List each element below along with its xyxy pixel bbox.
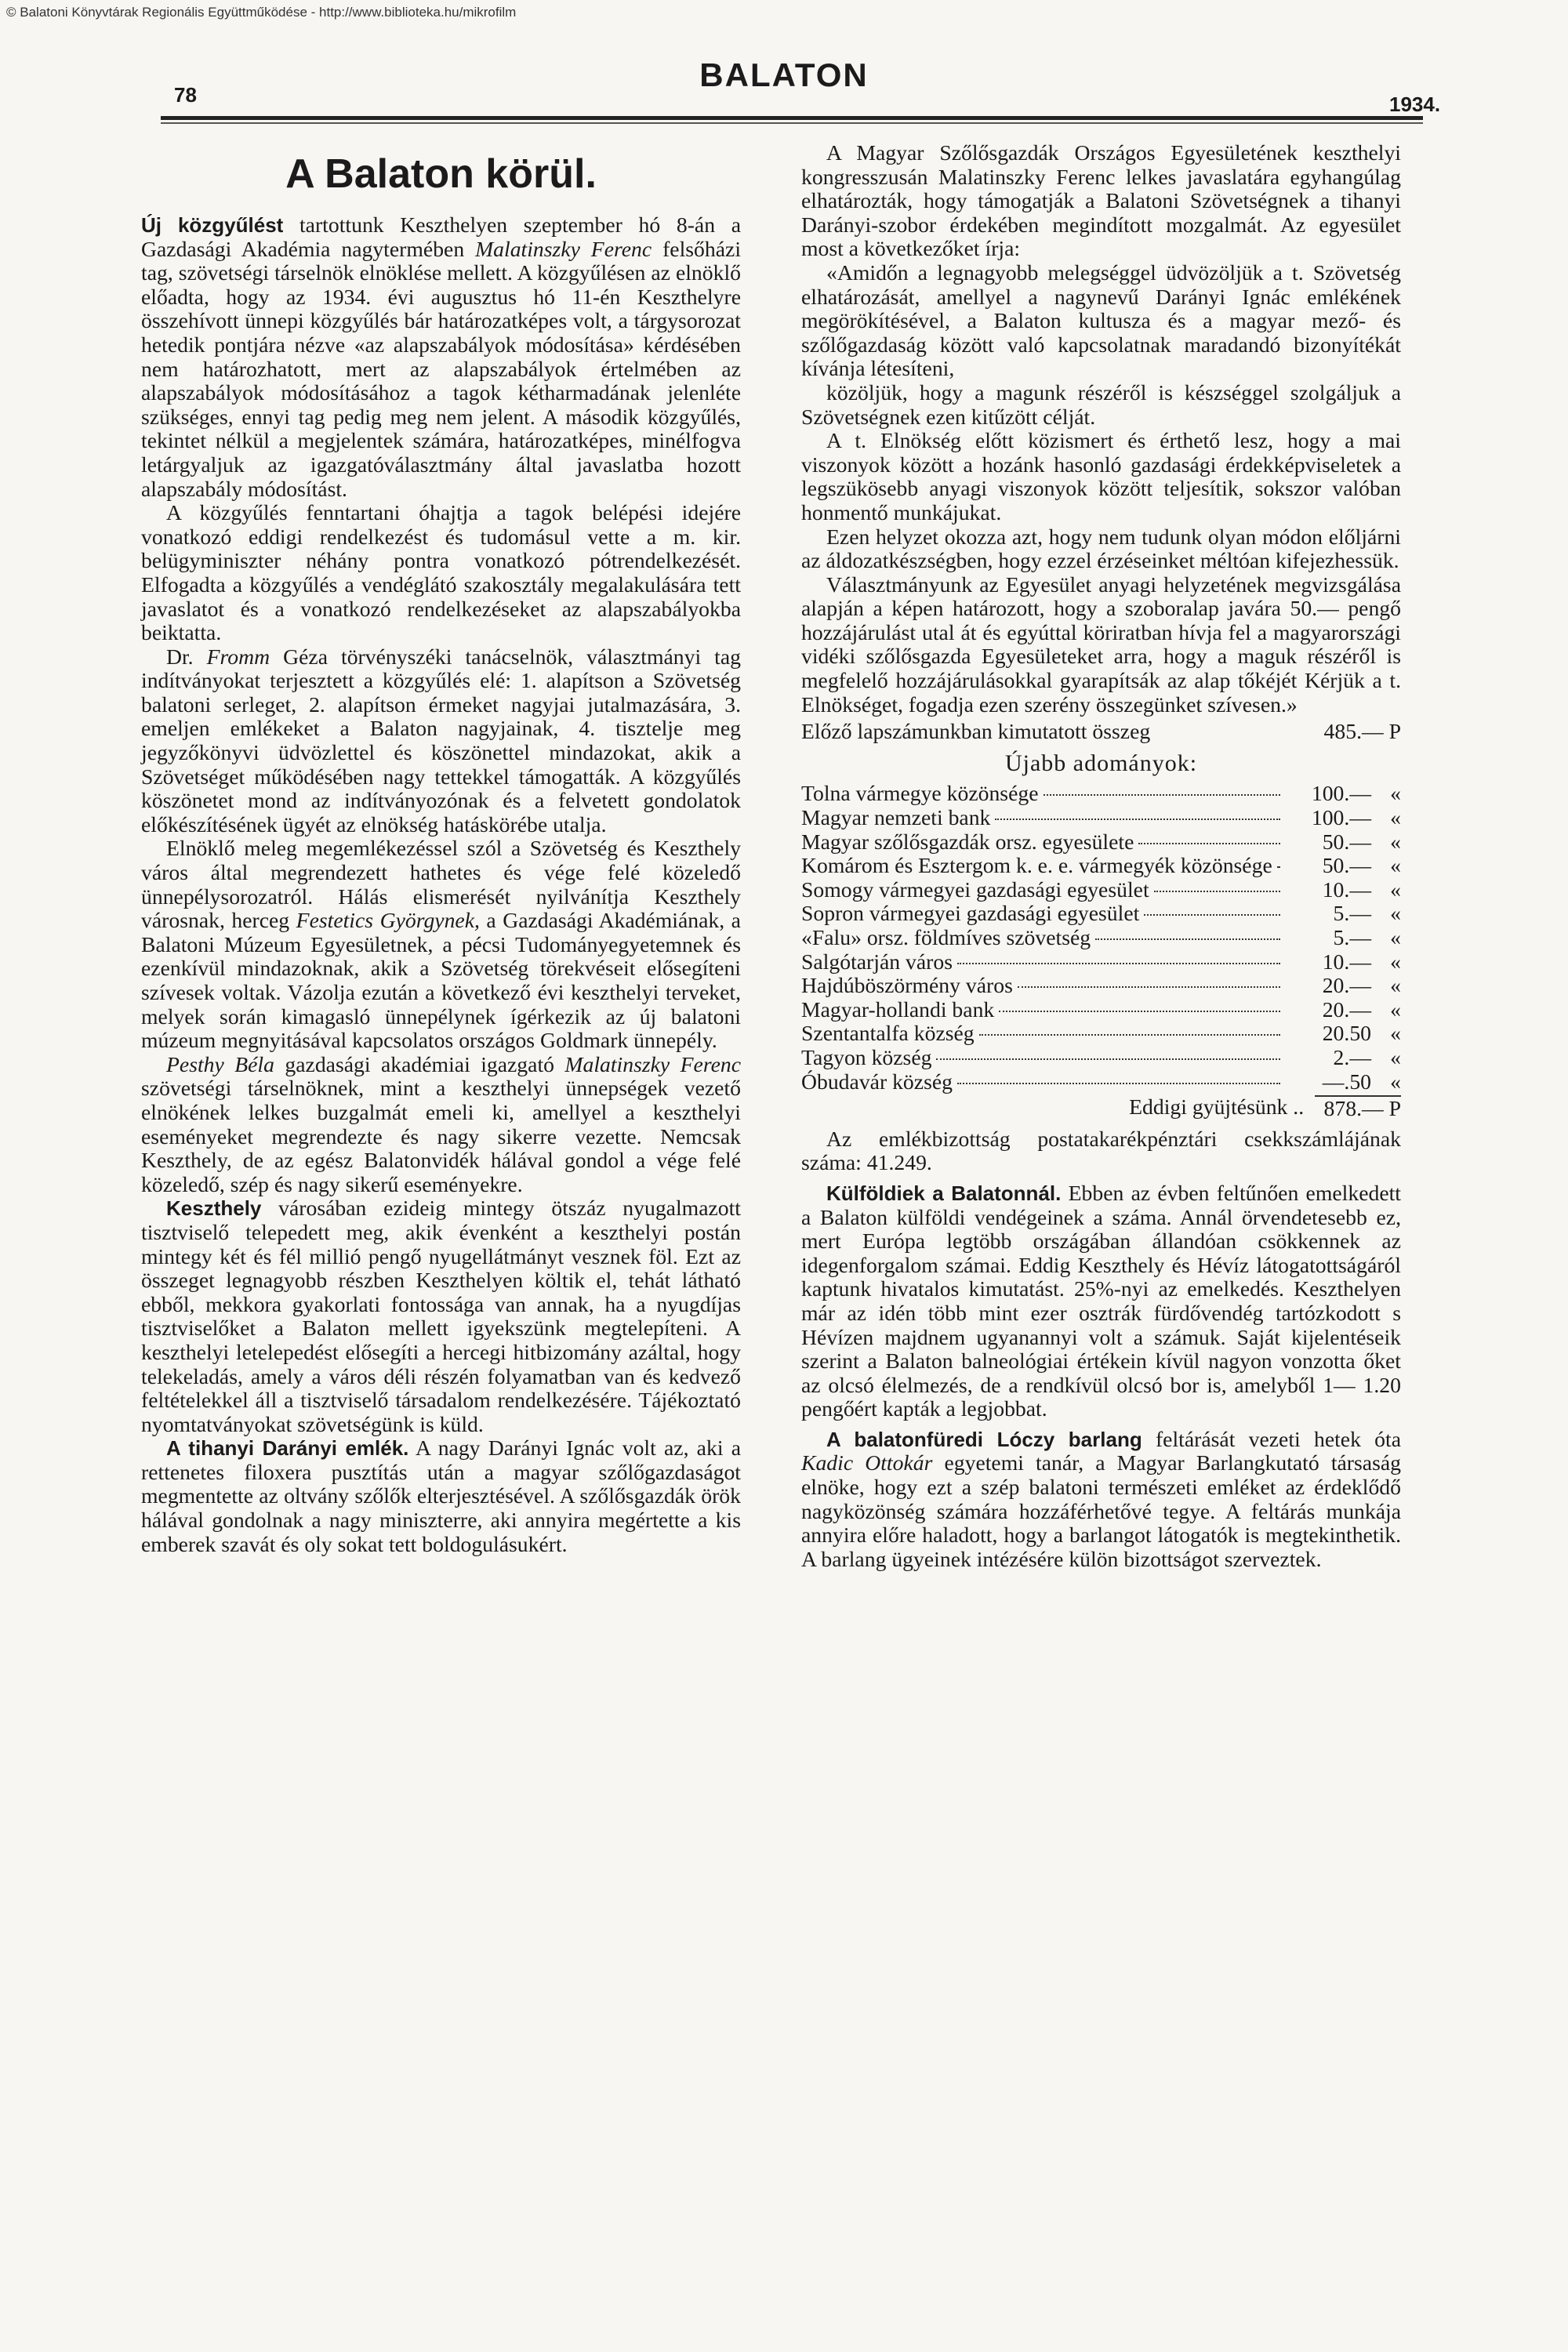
donation-amount: 2.— xyxy=(1333,1044,1371,1069)
dot-leader xyxy=(999,1011,1280,1012)
person-name: Malatinszky Ferenc xyxy=(475,236,652,261)
ditto-mark: « xyxy=(1390,877,1401,902)
ditto-mark: « xyxy=(1390,781,1401,806)
article-paragraph: Választmányunk az Egyesület anyagi helyzetének megvizsgálása alapján a képen határozott, hogy a szoboralap javára 50.— pengő hozzájárulást utal át és egyúttal köriratban hívja fel a magyarországi vidéki szőlősgazda Egyesületeket arra, hogy a maguk részéről is megfelelő hozzájárulásokkal gyarapítsák az alap tőkéjét Kérjük a t. Elnökséget, fogadja ezen szerény összegünket szívesen.» xyxy=(801,572,1401,717)
dot-leader xyxy=(1277,866,1280,868)
donor-name: Magyar nemzeti bank xyxy=(801,805,991,830)
donation-row xyxy=(801,854,1401,878)
article-paragraph: A balatonfüredi Lóczy barlang feltárását vezeti hetek óta Kadic Ottokár egyetemi tanár, a Magyar Barlangkutató társaság elnöke, hogy ezt a szép balatoni természeti emléket az érdeklődő nagyközönség számára hozzáférhetővé tegye. A feltárás munkája annyira előre haladott, hogy a barlangot látogatók is megtekinthetik. A barlang ügyeinek intézésére külön bizottságot szerveztek. xyxy=(801,1426,1401,1571)
ditto-mark: « xyxy=(1390,996,1401,1022)
article-paragraph: A közgyűlés fenntartani óhajtja a tagok belépési idejére vonatkozó eddigi rendelkezést és tudomásul vette a m. kir. belügyminiszter néhány pontra vonatkozó pótrendelkezését. Elfogadta a közgyűlés a vendéglátó szakosztály megalakulására tett javaslatot és a vonatkozó rendelkezéseket az alapszabályokba beiktatta. xyxy=(141,500,741,645)
donor-name: Óbudavár község xyxy=(801,1069,953,1094)
donor-name: «Falu» orsz. földmíves szövetség xyxy=(801,925,1091,949)
person-name: Kadic Ottokár xyxy=(801,1450,933,1475)
dot-leader xyxy=(957,1083,1280,1084)
dot-leader xyxy=(1044,794,1280,796)
article-paragraph: Elnöklő meleg megemlékezéssel szól a Szövetség és Keszthely város által megrendezett hathetes és vége felé közeledő ünnepélysorozatról. Hálás elismerését nyilvánítja Keszthely városnak, herceg Festetics Györgynek, a Gazdasági Akadémiának, a Balatoni Múzeum Egyesületnek, a pécsi Tudományegyetemnek és ezenkívül mindazoknak, akik a Szövetség törekvéseit elősegíteni szívesek voltak. Vázolja ezután a következő évi keszthelyi terveket, melyek során kimagasló ünnepélynek ígérkezik az új balatoni múzeum megnyitásával kapcsolatos országos Goldmark ünnepély. xyxy=(141,836,741,1053)
lead-in: Külföldiek a Balatonnál. xyxy=(826,1181,1062,1205)
donor-name: Szentantalfa község xyxy=(801,1021,975,1046)
donation-amount: 10.— xyxy=(1322,877,1371,902)
page-number: 78 xyxy=(174,83,197,107)
donation-total xyxy=(801,1095,1401,1121)
article-paragraph: «Amidőn a legnagyobb melegséggel üdvözöljük a t. Szövetség elhatározását, amellyel a nagynevű Darányi Ignác emlékének megörökítésével, a Balaton kultusza és a magyar mező- és szőlőgazdaság között való kapcsolatnak maradandó bizonyítékát kívánja létesíteni, xyxy=(801,260,1401,381)
ditto-mark: « xyxy=(1390,853,1401,878)
ditto-mark: « xyxy=(1390,901,1401,926)
article-paragraph: Külföldiek a Balatonnál. Ebben az évben feltűnően emelkedett a Balaton külföldi vendégeinek a száma. Annál örvendetesebb ez, mert Európa legtöbb országában állandóan csökkennek az idegenforgalom számai. Eddig Keszthely és Hévíz látogatottságáról kaptunk hivatalos kimutatást. 25%-nyi az emelkedés. Keszthelyen már az idén több mint ezer osztrák fürdővendég tartózkodott s Hévízen majdnem ugyanannyi volt a számuk. Saját kijelentéseik szerint a Balaton balneológiai értékein kívül nagyon vonzotta őket az olcsó élelmezés, de a rendkívül olcsó bor is, amelyből 1— 1.20 pengőért kapták a legjobbat. xyxy=(801,1180,1402,1421)
dot-leader xyxy=(1095,938,1280,940)
dot-leader xyxy=(957,963,1280,964)
donation-row xyxy=(801,974,1401,998)
article-paragraph: Keszthely városában ezideig mintegy ötszáz nyugalmazott tisztviselő telepedett meg, akik évenként a keszthelyi postán mintegy két és fél millió pengő nyugellátmányt vesznek föl. Ezt az összeget legnagyobb részben Keszthelyen költik el, tehát látható ebből, mekkora gyakorlati fontossága van annak, ha a nyugdíjas tisztviselőket a Balaton mellett igyekszünk megtelepíteni. A keszthelyi letelepedést elősegíti a hercegi hitbizomány azáltal, hogy telekeladás, amely a város déli részén folyamatban van és kedvező feltételekkel áll a tisztviselő társadalom rendelkezésére. Tájékoztató nyomtatványokat szövetségünk is küld. xyxy=(141,1196,741,1436)
donation-row xyxy=(801,950,1401,975)
article-paragraph: Pesthy Béla gazdasági akadémiai igazgató Malatinszky Ferenc szövetségi társelnöknek, mint a keszthelyi ünnepségek vezető elnökének lelkes buzgalmát emeli ki, amellyel a keszthelyi eseményeket megrendezte és nagy sikerre vezette. Nemcsak Keszthely, de az egész Balatonvidék hálával gondol a vége felé közeledő, szép és nagy sikerű eseményekre. xyxy=(141,1051,742,1196)
ditto-mark: « xyxy=(1390,949,1401,974)
donation-total-label: Eddigi gyüjtésünk .. xyxy=(1129,1094,1305,1120)
donation-row xyxy=(801,926,1401,950)
article-paragraph: A Magyar Szőlősgazdák Országos Egyesületének keszthelyi kongresszusán Malatinszky Ferenc lelkes javaslatára egyhangúlag elhatározták, hogy támogatják a Balatoni Szövetségnek a tihanyi Darányi-szobor érdekében megindított mozgalmát. Az egyesület most a következőket írja: xyxy=(801,140,1401,261)
donation-amount: 50.— xyxy=(1322,853,1371,878)
ditto-mark: « xyxy=(1390,1021,1401,1046)
dot-leader xyxy=(1144,914,1280,916)
lead-in: A tihanyi Darányi emlék. xyxy=(166,1436,409,1461)
donation-amount: 20.— xyxy=(1322,996,1371,1022)
dot-leader xyxy=(1154,891,1280,892)
donation-amount: 5.— xyxy=(1333,925,1371,949)
lead-in: Új közgyűlést xyxy=(141,213,284,237)
dot-leader xyxy=(936,1058,1280,1060)
donation-row xyxy=(801,1046,1401,1070)
donor-name: Magyar szőlősgazdák orsz. egyesülete xyxy=(801,829,1134,854)
donation-amount: 100.— xyxy=(1311,781,1371,806)
ditto-mark: « xyxy=(1390,829,1401,854)
article-paragraph: A t. Elnökség előtt közismert és érthető lesz, hogy a mai viszonyok között a hozánk hasonló gazdasági érdekképviseletek a legszükösebb anyagi viszonyok között teljesítik, sokszor valóban honmentő munkájukat. xyxy=(801,428,1401,524)
dot-leader xyxy=(1138,843,1280,844)
left-column xyxy=(141,141,741,1556)
article-paragraph: közöljük, hogy a magunk részéről is készséggel szolgáljuk a Szövetségnek ezen kitűzött célját. xyxy=(801,379,1401,429)
donation-amount: 10.— xyxy=(1322,949,1371,974)
donation-amount: 100.— xyxy=(1311,805,1371,830)
person-name: Festetics Györgynek, xyxy=(296,908,480,933)
donation-total-amount: 878.— P xyxy=(1315,1095,1401,1121)
dot-leader xyxy=(979,1034,1280,1036)
person-name: Fromm xyxy=(206,644,270,669)
header-rule xyxy=(161,116,1423,120)
donation-row xyxy=(801,902,1401,926)
person-name: Pesthy Béla xyxy=(166,1051,274,1076)
person-name: Malatinszky Ferenc xyxy=(564,1051,742,1076)
ditto-mark: « xyxy=(1390,1044,1401,1069)
donation-row xyxy=(801,1070,1401,1094)
donation-amount: 50.— xyxy=(1322,829,1371,854)
previous-total-amount: 485.— P xyxy=(1323,719,1401,744)
article-paragraph: Új közgyűlést tartottunk Keszthelyen szeptember hó 8-án a Gazdasági Akadémia nagytermében Malatinszky Ferenc felsőházi tag, szövetségi társelnök elnöklése mellett. A közgyűlésen az elnöklő előadta, hogy az 1934. évi augusztus hó 11-én Keszthelyre összehívott ünnepi közgyűlés bár határozatképes volt, a tárgysorozat hetedik pontjára nézve «az alapszabályok módosítása» kérdésében nem határozhatott, mert az alapszabályok értelmében az alapszabályok módosításához a tagok kétharmadának jelenléte szükséges, ennyi tag pedig meg nem jelent. A második közgyűlés, tekintet nélkül a megjelentek számára, határozatképes, minélfogva letárgyaljuk az igazgatóválasztmány által javaslatba hozott alapszabály módosítást. xyxy=(141,212,742,501)
donor-name: Tagyon község xyxy=(801,1044,932,1069)
donation-row xyxy=(801,998,1401,1022)
previous-total xyxy=(801,720,1401,744)
donation-row xyxy=(801,1022,1401,1046)
ditto-mark: « xyxy=(1390,925,1401,949)
article-paragraph: Dr. Fromm Géza törvényszéki tanácselnök, választmányi tag indítványokat terjesztett a közgyűlés elé: 1. alapítson a Szövetség balatoni serleget, 2. alapítson érmeket nagyjai jutalmazására, 3. emeljen emlékeket a Balaton nagyjainak, 4. tisztelje meg jegyzőkönyvi üdvözlettel és köszönettel mindazokat, akik a Szövetséget működésében nagy tettekkel támogatták. A közgyűlés köszönetet mond az indítványozónak és a felvetett gondolatok előkészítésének ügyét az elnökség hatáskörébe utalja. xyxy=(141,644,742,837)
issue-year: 1934. xyxy=(1389,93,1441,116)
donor-name: Sopron vármegyei gazdasági egyesület xyxy=(801,901,1140,926)
donation-row xyxy=(801,782,1401,806)
dot-leader xyxy=(995,818,1280,820)
article-paragraph: Ezen helyzet okozza azt, hogy nem tudunk olyan módon előljárni az áldozatkészségben, hogy ezzel érzéseinket méltóan kifejezhessük. xyxy=(801,524,1401,573)
donation-row xyxy=(801,830,1401,855)
ditto-mark: « xyxy=(1390,1069,1401,1094)
lead-in: Keszthely xyxy=(166,1196,262,1221)
page-header xyxy=(0,0,1568,125)
donation-amount: 20.— xyxy=(1322,973,1371,998)
lead-in: A balatonfüredi Lóczy barlang xyxy=(826,1427,1142,1451)
donation-row xyxy=(801,878,1401,902)
donor-name: Hajdúböszörmény város xyxy=(801,973,1013,998)
donor-name: Komárom és Esztergom k. e. e. vármegyék közönsége xyxy=(801,853,1272,878)
masthead: BALATON xyxy=(699,56,869,93)
donor-name: Magyar-hollandi bank xyxy=(801,996,995,1022)
previous-total-label: Előző lapszámunkban kimutatott összeg xyxy=(801,719,1151,744)
donations-subheading: Újabb adományok: xyxy=(1004,750,1198,776)
right-column xyxy=(801,141,1401,1571)
donation-amount: 5.— xyxy=(1333,901,1371,926)
donation-amount: —.50 xyxy=(1322,1069,1371,1094)
article-paragraph: Az emlékbizottság postatakarékpénztári csekkszámlájának száma: 41.249. xyxy=(801,1126,1401,1175)
dot-leader xyxy=(1018,986,1280,988)
donation-row xyxy=(801,806,1401,830)
ditto-mark: « xyxy=(1390,805,1401,830)
article-paragraph: A tihanyi Darányi emlék. A nagy Darányi Ignác volt az, aki a rettenetes filoxera pusztítás után a magyar szőlőgazdaságot megmentette az oltvány szőlők elterjesztésével. A szőlősgazdák örök hálával gondolnak a nagy miniszterre, aki annyira megértette a kis emberek szavát és oly sokat tett boldogulásukért. xyxy=(141,1436,741,1556)
section-title: A Balaton körül. xyxy=(285,151,597,197)
donor-name: Tolna vármegye közönsége xyxy=(801,781,1039,806)
donor-name: Salgótarján város xyxy=(801,949,953,974)
donor-name: Somogy vármegyei gazdasági egyesület xyxy=(801,877,1149,902)
ditto-mark: « xyxy=(1390,973,1401,998)
archive-watermark: © Balatoni Könyvtárak Regionális Együttműködése - http://www.biblioteka.hu/mikrofilm xyxy=(6,5,517,20)
donation-amount: 20.50 xyxy=(1322,1021,1371,1046)
donation-list xyxy=(801,782,1401,1094)
header-rule-thin xyxy=(161,122,1423,124)
